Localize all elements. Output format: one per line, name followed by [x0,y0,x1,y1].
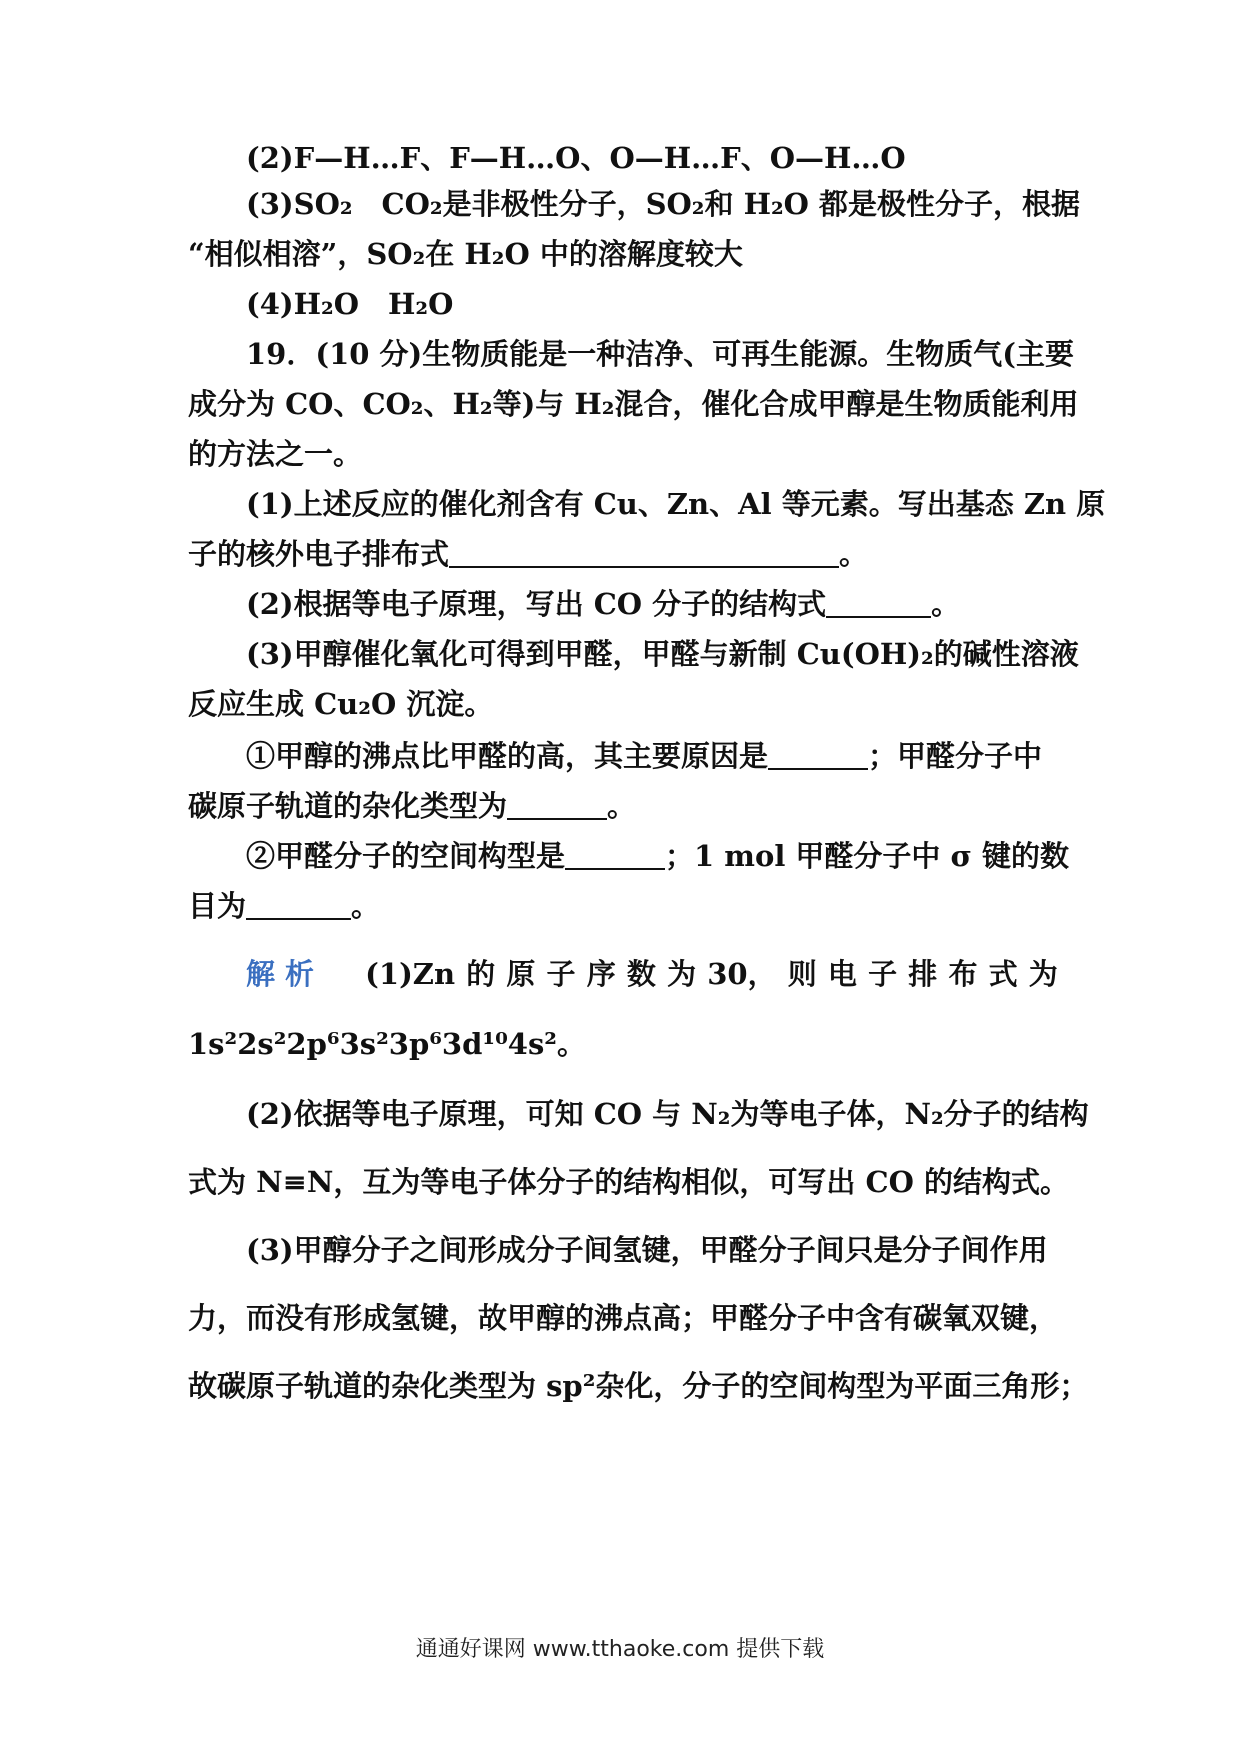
answer-3-line1: (3)SO₂ CO₂是非极性分子，SO₂和 H₂O 都是极性分子，根据 [246,187,1081,221]
q19-part3-sub2-line1: ②甲醛分子的空间构型是 ；1 mol 甲醛分子中 σ 键的数 [246,839,1070,873]
question-19-line2: 成分为 CO、CO₂、H₂等)与 H₂混合，催化合成甲醇是生物质能利用 [188,387,1079,421]
analysis-line3: (2)依据等电子原理，可知 CO 与 N₂为等电子体，N₂分子的结构 [246,1097,1089,1131]
q19-part3-sub1-line2: 碳原子轨道的杂化类型为 。 [188,789,637,823]
analysis-line2: 1s²2s²2p⁶3s²3p⁶3d¹⁰4s²。 [188,1027,586,1061]
answer-2: (2)F—H…F、F—H…O、O—H…F、O—H…O [246,141,906,175]
q19-part3-sub2-line2: 目为 。 [188,889,381,923]
answer-3-line2: “相似相溶”，SO₂在 H₂O 中的溶解度较大 [188,237,743,271]
analysis-line5: (3)甲醇分子之间形成分子间氢键，甲醛分子间只是分子间作用 [246,1233,1048,1267]
q19-part1-line2: 子的核外电子排布式 。 [188,537,869,571]
answer-blank[interactable] [768,738,868,770]
answer-4: (4)H₂O H₂O [246,287,454,321]
q19-part3-line1: (3)甲醇催化氧化可得到甲醛，甲醛与新制 Cu(OH)₂的碱性溶液 [246,637,1079,671]
analysis-line7: 故碳原子轨道的杂化类型为 sp²杂化，分子的空间构型为平面三角形； [188,1369,1089,1403]
q19-part3-sub1-line1: ①甲醇的沸点比甲醛的高，其主要原因是 ；甲醛分子中 [246,739,1043,773]
analysis-label: 解析 [246,957,325,991]
q19-part3-line2: 反应生成 Cu₂O 沉淀。 [188,687,494,721]
question-19-line1: 19．(10 分)生物质能是一种洁净、可再生能源。生物质气(主要 [246,337,1074,371]
answer-blank[interactable] [507,788,607,820]
analysis-line1: 解析 (1)Zn 的 原 子 序 数 为 30， 则 电 子 排 布 式 为 [246,954,1058,994]
footer-text: 通通好课网 www.tthaoke.com 提供下载 [415,1637,825,1662]
answer-blank[interactable] [826,586,931,618]
answer-blank[interactable] [449,536,839,568]
answer-blank[interactable] [246,888,351,920]
analysis-line6: 力，而没有形成氢键，故甲醇的沸点高；甲醛分子中含有碳氧双键， [188,1301,1059,1335]
answer-blank[interactable] [565,838,665,870]
q19-part1-line1: (1)上述反应的催化剂含有 Cu、Zn、Al 等元素。写出基态 Zn 原 [246,487,1106,521]
analysis-line4: 式为 N≡N，互为等电子体分子的结构相似，可写出 CO 的结构式。 [188,1165,1069,1199]
q19-part2: (2)根据等电子原理，写出 CO 分子的结构式 。 [246,587,961,621]
question-19-line3: 的方法之一。 [188,437,363,471]
